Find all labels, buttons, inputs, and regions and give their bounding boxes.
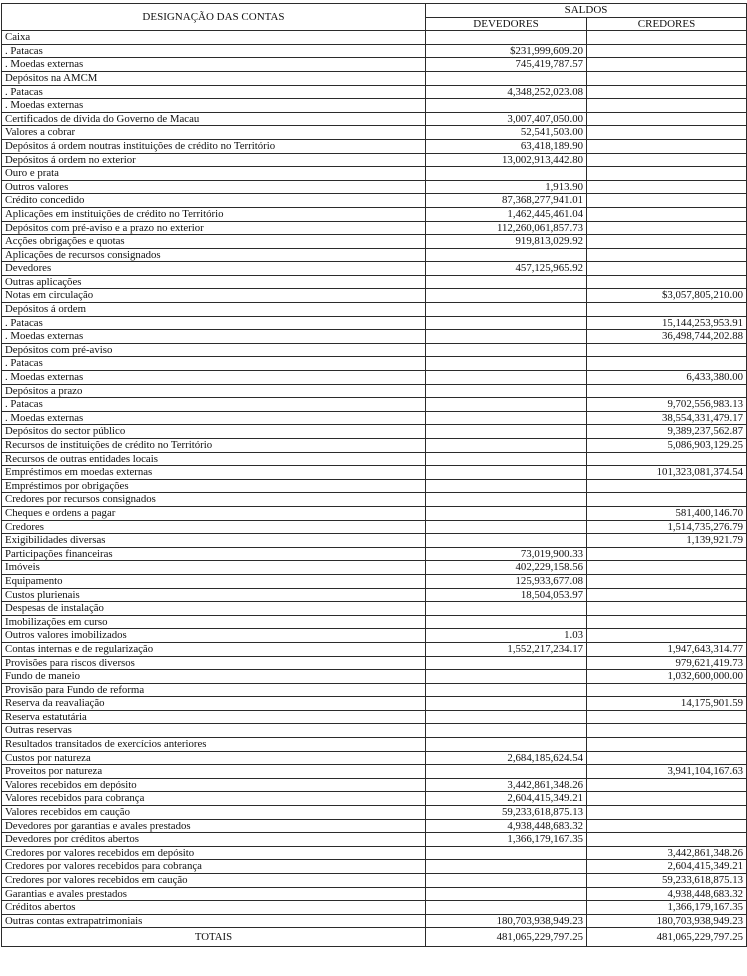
credores-value [587,738,747,752]
table-row [2,833,747,847]
devedores-value: 180,703,938,949.23 [426,914,587,928]
devedores-value [426,765,587,779]
devedores-value: 919,813,029.92 [426,235,587,249]
table-row [2,656,747,670]
credores-value [587,126,747,140]
credores-value [587,574,747,588]
credores-value [587,85,747,99]
credores-value: 1,032,600,000.00 [587,670,747,684]
credores-value: 1,514,735,276.79 [587,520,747,534]
table-row [2,724,747,738]
devedores-value [426,289,587,303]
devedores-value [426,275,587,289]
credores-value [587,44,747,58]
account-label: Cheques e ordens a pagar [2,506,426,520]
table-row [2,493,747,507]
table-row [2,534,747,548]
table-row [2,384,747,398]
account-label: Aplicações de recursos consignados [2,248,426,262]
account-label: Recursos de instituições de crédito no Território [2,439,426,453]
devedores-value [426,398,587,412]
account-label: Proveitos por natureza [2,765,426,779]
table-row [2,330,747,344]
totals-row [2,928,747,947]
devedores-value: 52,541,503.00 [426,126,587,140]
devedores-value [426,683,587,697]
credores-value [587,751,747,765]
credores-value: 4,938,448,683.32 [587,887,747,901]
table-row [2,901,747,915]
credores-value: 3,442,861,348.26 [587,846,747,860]
table-row [2,561,747,575]
account-label: Depósitos á ordem no exterior [2,153,426,167]
credores-value [587,112,747,126]
devedores-value [426,887,587,901]
table-row [2,139,747,153]
credores-value [587,153,747,167]
table-row [2,765,747,779]
account-label: Custos plurienais [2,588,426,602]
devedores-value [426,520,587,534]
table-row [2,642,747,656]
account-label: Depósitos á ordem [2,303,426,317]
devedores-value [426,860,587,874]
devedores-value: 4,938,448,683.32 [426,819,587,833]
credores-value: 9,702,556,983.13 [587,398,747,412]
table-row [2,439,747,453]
credores-value: 6,433,380.00 [587,371,747,385]
credores-value [587,180,747,194]
credores-value [587,275,747,289]
account-label: . Patacas [2,85,426,99]
devedores-value: 4,348,252,023.08 [426,85,587,99]
credores-value [587,547,747,561]
devedores-value: 2,684,185,624.54 [426,751,587,765]
account-label: Custos por natureza [2,751,426,765]
account-label: Outras aplicações [2,275,426,289]
devedores-value [426,371,587,385]
devedores-value: $231,999,609.20 [426,44,587,58]
devedores-value [426,602,587,616]
account-label: Depósitos com pré-aviso [2,343,426,357]
devedores-value: 59,233,618,875.13 [426,806,587,820]
devedores-value [426,330,587,344]
account-label: Exigibilidades diversas [2,534,426,548]
credores-value: $3,057,805,210.00 [587,289,747,303]
account-label: Créditos abertos [2,901,426,915]
credores-value [587,99,747,113]
devedores-value: 63,418,189.90 [426,139,587,153]
account-label: Credores por valores recebidos para cobrança [2,860,426,874]
table-row [2,452,747,466]
devedores-value: 402,229,158.56 [426,561,587,575]
account-label: . Patacas [2,398,426,412]
devedores-value [426,31,587,45]
account-label: Notas em circulação [2,289,426,303]
account-label: Imobilizações em curso [2,615,426,629]
devedores-value [426,615,587,629]
credores-value [587,683,747,697]
table-row [2,697,747,711]
account-label: Credores por recursos consignados [2,493,426,507]
totals-credores-value: 481,065,229,797.25 [587,928,747,947]
table-row [2,778,747,792]
devedores-value [426,506,587,520]
credores-value: 14,175,901.59 [587,697,747,711]
table-row [2,58,747,72]
credores-value: 5,086,903,129.25 [587,439,747,453]
table-row [2,153,747,167]
table-footer [2,928,747,947]
table-row [2,371,747,385]
devedores-value: 745,419,787.57 [426,58,587,72]
account-label: Devedores por créditos abertos [2,833,426,847]
table-header [2,4,747,31]
devedores-value [426,343,587,357]
credores-value: 1,139,921.79 [587,534,747,548]
devedores-value [426,167,587,181]
account-label: Caixa [2,31,426,45]
devedores-value: 1,552,217,234.17 [426,642,587,656]
credores-value: 59,233,618,875.13 [587,874,747,888]
credores-value [587,479,747,493]
table-row [2,425,747,439]
table-row [2,357,747,371]
credores-value [587,710,747,724]
account-label: Despesas de instalação [2,602,426,616]
credores-value: 3,941,104,167.63 [587,765,747,779]
table-row [2,112,747,126]
account-label: . Moedas externas [2,411,426,425]
column-header-credores: CREDORES [587,17,747,31]
table-row [2,262,747,276]
table-row [2,615,747,629]
devedores-value: 13,002,913,442.80 [426,153,587,167]
credores-value [587,194,747,208]
table-row [2,99,747,113]
credores-value [587,303,747,317]
account-label: Empréstimos por obrigações [2,479,426,493]
table-row [2,235,747,249]
credores-value [587,806,747,820]
account-label: Certificados de dívida do Governo de Macau [2,112,426,126]
devedores-value [426,901,587,915]
devedores-value: 112,260,061,857.73 [426,221,587,235]
devedores-value: 1,462,445,461.04 [426,207,587,221]
table-row [2,248,747,262]
account-label: Depósitos a prazo [2,384,426,398]
devedores-value [426,493,587,507]
devedores-value [426,710,587,724]
table-row [2,466,747,480]
account-label: Reserva da reavaliação [2,697,426,711]
table-row [2,275,747,289]
table-row [2,751,747,765]
table-row [2,710,747,724]
devedores-value: 87,368,277,941.01 [426,194,587,208]
account-label: Crédito concedido [2,194,426,208]
devedores-value [426,316,587,330]
devedores-value [426,439,587,453]
devedores-value: 3,442,861,348.26 [426,778,587,792]
credores-value [587,357,747,371]
credores-value [587,452,747,466]
credores-value [587,235,747,249]
devedores-value: 457,125,965.92 [426,262,587,276]
table-row [2,221,747,235]
account-label: Valores recebidos em caução [2,806,426,820]
devedores-value: 73,019,900.33 [426,547,587,561]
account-label: . Moedas externas [2,330,426,344]
credores-value: 581,400,146.70 [587,506,747,520]
devedores-value [426,738,587,752]
table-row [2,180,747,194]
table-row [2,303,747,317]
table-row [2,846,747,860]
account-label: Outras contas extrapatrimoniais [2,914,426,928]
devedores-value: 1,913.90 [426,180,587,194]
account-label: Empréstimos em moedas externas [2,466,426,480]
devedores-value [426,248,587,262]
credores-value [587,819,747,833]
devedores-value [426,303,587,317]
account-label: Outras reservas [2,724,426,738]
credores-value [587,833,747,847]
account-label: Credores por valores recebidos em depósito [2,846,426,860]
table-row [2,207,747,221]
devedores-value: 3,007,407,050.00 [426,112,587,126]
devedores-value [426,71,587,85]
devedores-value [426,99,587,113]
column-header-devedores: DEVEDORES [426,17,587,31]
account-label: . Moedas externas [2,58,426,72]
table-row [2,683,747,697]
credores-value: 36,498,744,202.88 [587,330,747,344]
table-row [2,31,747,45]
devedores-value [426,479,587,493]
account-label: Devedores [2,262,426,276]
totals-label: TOTAIS [2,928,426,947]
credores-value: 15,144,253,953.91 [587,316,747,330]
credores-value [587,792,747,806]
devedores-value [426,670,587,684]
account-label: Fundo de maneio [2,670,426,684]
account-label: Aplicações em instituições de crédito no Território [2,207,426,221]
account-label: Imóveis [2,561,426,575]
account-label: Acções obrigações e quotas [2,235,426,249]
table-row [2,398,747,412]
table-row [2,914,747,928]
column-header-saldos: SALDOS [426,4,747,18]
account-label: Valores recebidos em depósito [2,778,426,792]
table-row [2,792,747,806]
credores-value [587,139,747,153]
devedores-value [426,452,587,466]
devedores-value [426,846,587,860]
credores-value [587,724,747,738]
credores-value: 38,554,331,479.17 [587,411,747,425]
devedores-value [426,656,587,670]
account-label: Devedores por garantias e avales prestados [2,819,426,833]
account-label: Depósitos na AMCM [2,71,426,85]
account-label: . Patacas [2,44,426,58]
table-row [2,85,747,99]
account-label: . Moedas externas [2,99,426,113]
credores-value [587,248,747,262]
account-label: Depósitos com pré-aviso e a prazo no exterior [2,221,426,235]
column-header-designation: DESIGNAÇÃO DAS CONTAS [2,4,426,31]
credores-value [587,629,747,643]
credores-value [587,602,747,616]
table-row [2,289,747,303]
table-row [2,547,747,561]
devedores-value [426,874,587,888]
account-label: Garantias e avales prestados [2,887,426,901]
account-label: . Moedas externas [2,371,426,385]
credores-value [587,71,747,85]
devedores-value [426,425,587,439]
account-label: Equipamento [2,574,426,588]
table-row [2,71,747,85]
totals-devedores-value: 481,065,229,797.25 [426,928,587,947]
credores-value [587,588,747,602]
account-label: Resultados transitados de exercícios anteriores [2,738,426,752]
table-body [2,31,747,928]
account-label: Provisão para Fundo de reforma [2,683,426,697]
credores-value: 2,604,415,349.21 [587,860,747,874]
table-row [2,874,747,888]
devedores-value [426,384,587,398]
devedores-value: 2,604,415,349.21 [426,792,587,806]
account-label: Depósitos á ordem noutras instituições de crédito no Território [2,139,426,153]
table-row [2,506,747,520]
credores-value [587,31,747,45]
account-label: Ouro e prata [2,167,426,181]
account-label: Depósitos do sector público [2,425,426,439]
account-label: Outros valores imobilizados [2,629,426,643]
account-label: Participações financeiras [2,547,426,561]
devedores-value [426,534,587,548]
table-row [2,588,747,602]
credores-value: 9,389,237,562.87 [587,425,747,439]
credores-value [587,58,747,72]
table-row [2,670,747,684]
table-row [2,520,747,534]
table-row [2,574,747,588]
table-row [2,126,747,140]
credores-value [587,343,747,357]
devedores-value: 1.03 [426,629,587,643]
devedores-value [426,697,587,711]
credores-value: 1,947,643,314.77 [587,642,747,656]
credores-value: 1,366,179,167.35 [587,901,747,915]
account-label: Outros valores [2,180,426,194]
credores-value: 979,621,419.73 [587,656,747,670]
devedores-value [426,357,587,371]
credores-value [587,778,747,792]
account-label: . Patacas [2,357,426,371]
credores-value: 180,703,938,949.23 [587,914,747,928]
account-label: Valores recebidos para cobrança [2,792,426,806]
table-row [2,887,747,901]
account-label: . Patacas [2,316,426,330]
table-row [2,343,747,357]
credores-value [587,493,747,507]
credores-value [587,221,747,235]
credores-value [587,615,747,629]
devedores-value [426,411,587,425]
account-label: Credores [2,520,426,534]
credores-value: 101,323,081,374.54 [587,466,747,480]
credores-value [587,167,747,181]
account-label: Reserva estatutária [2,710,426,724]
table-row [2,194,747,208]
credores-value [587,561,747,575]
balance-sheet-table [1,3,747,947]
table-row [2,44,747,58]
devedores-value: 125,933,677.08 [426,574,587,588]
devedores-value [426,466,587,480]
devedores-value: 18,504,053.97 [426,588,587,602]
table-row [2,479,747,493]
table-row [2,602,747,616]
table-row [2,411,747,425]
table-row [2,167,747,181]
table-row [2,316,747,330]
table-row [2,738,747,752]
account-label: Credores por valores recebidos em caução [2,874,426,888]
table-row [2,806,747,820]
table-row [2,629,747,643]
table-row [2,819,747,833]
account-label: Recursos de outras entidades locais [2,452,426,466]
credores-value [587,262,747,276]
devedores-value [426,724,587,738]
credores-value [587,384,747,398]
account-label: Contas internas e de regularização [2,642,426,656]
account-label: Valores a cobrar [2,126,426,140]
account-label: Provisões para riscos diversos [2,656,426,670]
devedores-value: 1,366,179,167.35 [426,833,587,847]
credores-value [587,207,747,221]
table-row [2,860,747,874]
